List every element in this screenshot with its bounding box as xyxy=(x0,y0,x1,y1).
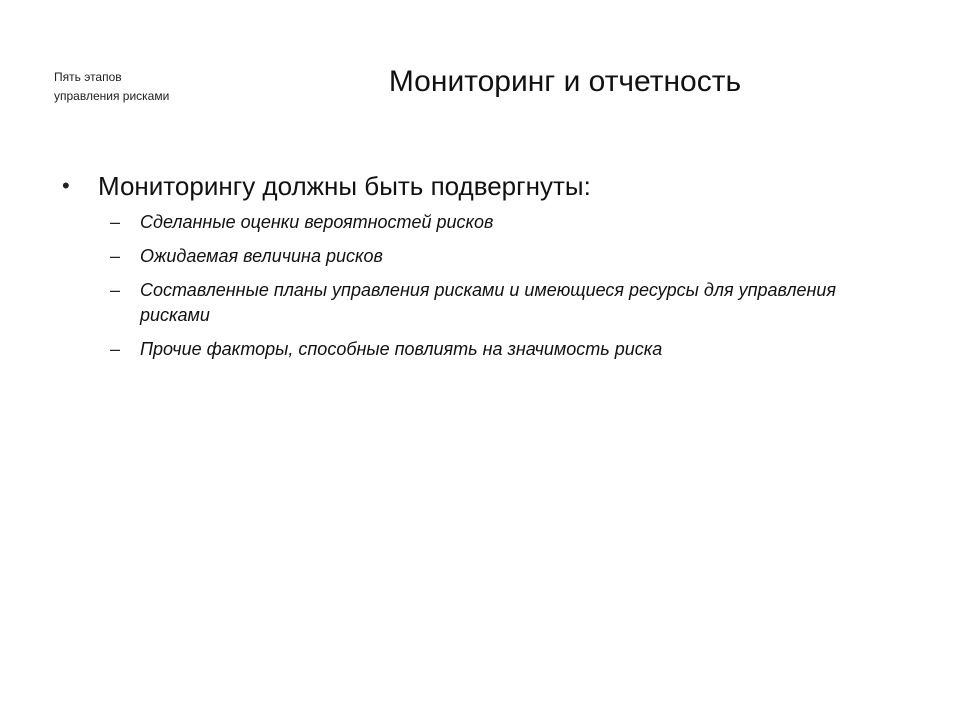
sub-item-text: Ожидаемая величина рисков xyxy=(140,246,383,266)
sub-item-text: Сделанные оценки вероятностей рисков xyxy=(140,212,494,232)
slide-title: Мониторинг и отчетность xyxy=(388,65,742,98)
bullet-text: Мониторингу должны быть подвергнуты: xyxy=(98,171,591,201)
sub-list-item xyxy=(110,210,862,235)
bullet-dot: • xyxy=(62,173,70,198)
section-label xyxy=(54,68,169,106)
dash-marker: – xyxy=(110,339,121,359)
section-label-line-1: Пять этапов xyxy=(54,70,122,84)
slide-content xyxy=(62,168,862,371)
sub-list-item xyxy=(110,278,862,328)
dash-marker: – xyxy=(110,212,121,232)
sub-list-item xyxy=(110,244,862,269)
sub-item-text: Составленные планы управления рисками и имеющиеся ресурсы для управления рисками xyxy=(140,280,837,325)
sub-list xyxy=(110,210,862,362)
bullet-item xyxy=(62,168,862,204)
sub-item-text: Прочие факторы, способные повлиять на значимость риска xyxy=(140,339,663,359)
section-label-line-2: управления рисками xyxy=(54,89,170,103)
dash-marker: – xyxy=(110,246,121,266)
dash-marker: – xyxy=(110,280,121,300)
sub-list-item xyxy=(110,337,862,362)
